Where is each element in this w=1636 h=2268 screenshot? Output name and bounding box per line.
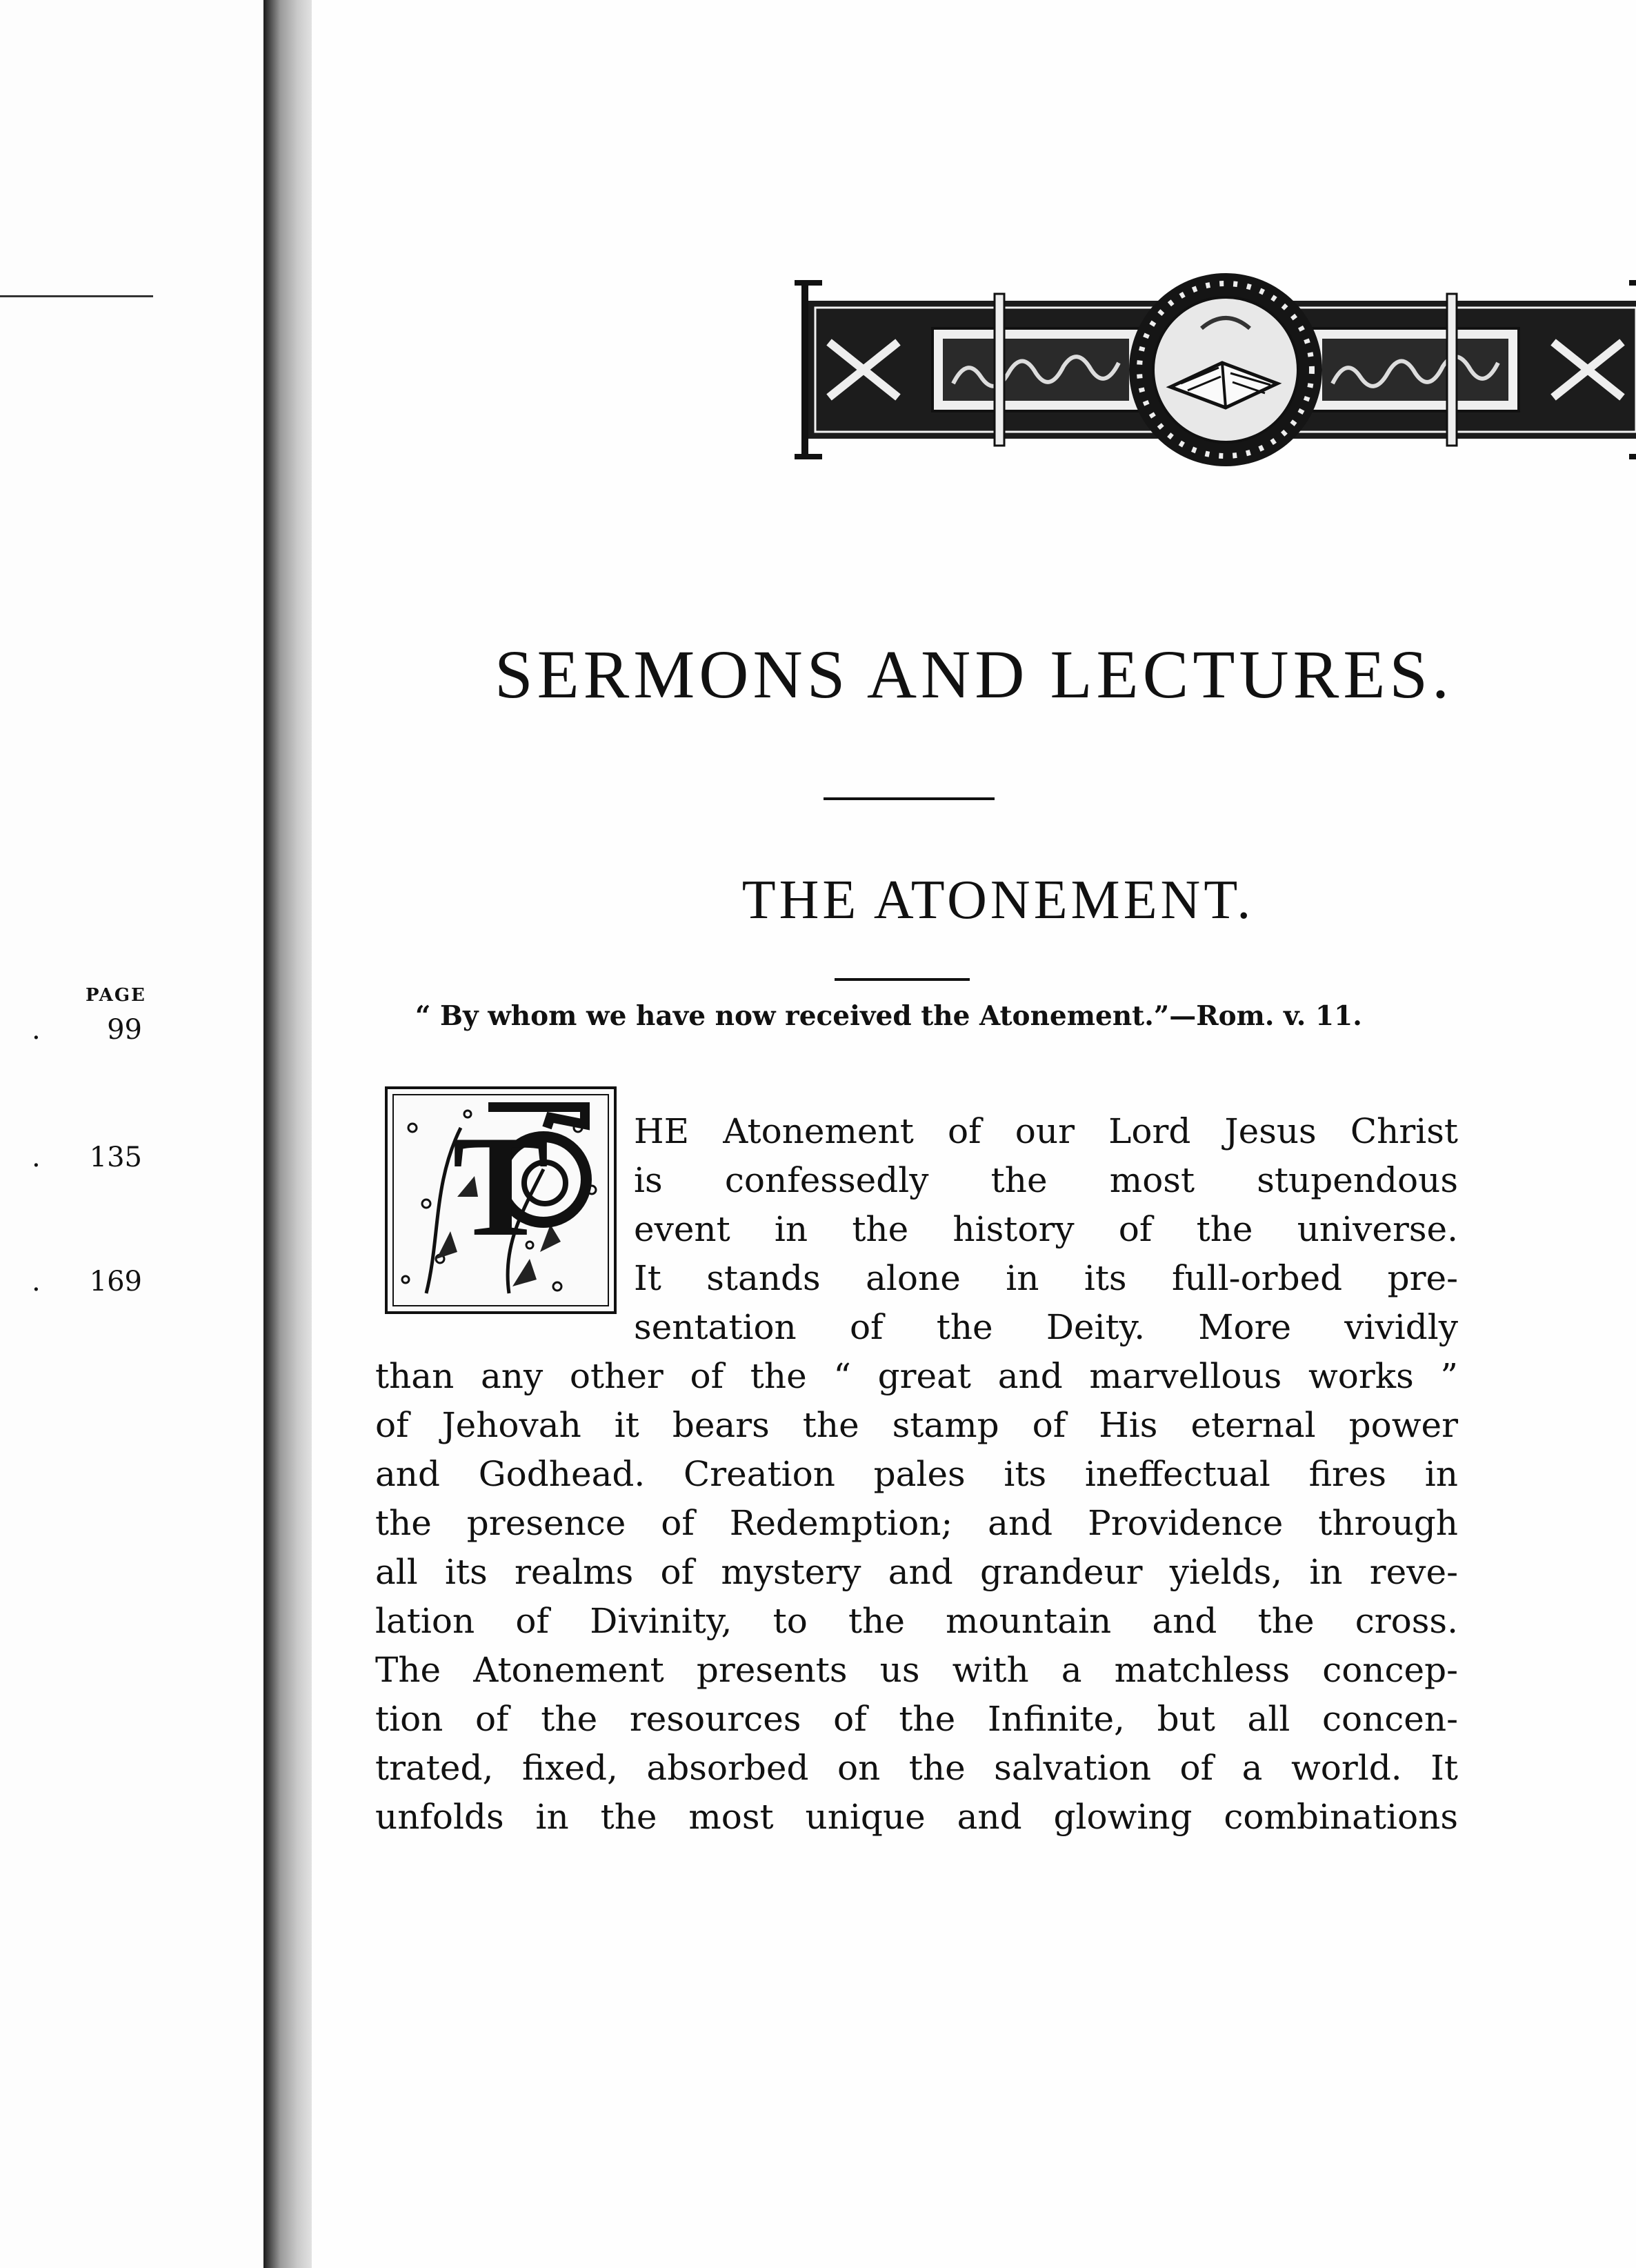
body-line: of Jehovah it bears the stamp of His eternal power	[375, 1405, 1458, 1445]
body-line: event in the history of the universe.	[634, 1209, 1458, 1249]
toc-leader: .	[32, 1266, 41, 1297]
body-line: lation of Divinity, to the mountain and the cross.	[375, 1601, 1458, 1641]
chapter-divider	[835, 978, 970, 981]
right-book-page	[312, 0, 1636, 2268]
epigraph	[415, 1000, 1636, 1032]
body-line: trated, fixed, absorbed on the salvation of a world. It	[375, 1748, 1458, 1788]
left-facing-page	[0, 0, 263, 2268]
body-line: is confessedly the most stupendous	[634, 1160, 1458, 1200]
body-line: and Godhead. Creation pales its ineffectual fires in	[375, 1454, 1458, 1494]
toc-leader: .	[32, 1142, 41, 1173]
body-line: The Atonement presents us with a matchless concep-	[375, 1650, 1458, 1690]
book-gutter-shadow	[263, 0, 312, 2268]
drop-cap-letter: T	[452, 1106, 550, 1266]
toc-page-number: 135	[89, 1142, 142, 1173]
epigraph-reference: Rom. v. 11.	[1196, 1000, 1362, 1032]
body-line: sentation of the Deity. More vividly	[634, 1307, 1458, 1347]
body-line: It stands alone in its full-orbed pre-	[634, 1258, 1458, 1298]
body-line: HE Atonement of our Lord Jesus Christ	[634, 1111, 1458, 1151]
toc-page-number: 169	[89, 1266, 142, 1297]
chapter-title: THE ATONEMENT.	[741, 870, 1255, 931]
toc-page-number: 99	[107, 1014, 142, 1046]
title-divider	[824, 797, 995, 800]
epigraph-quote: “ By whom we have now received the Atonement.”—	[415, 1000, 1197, 1032]
book-title: SERMONS AND LECTURES.	[494, 636, 1454, 713]
body-line: the presence of Redemption; and Providence through	[375, 1503, 1458, 1543]
body-line: than any other of the “ great and marvellous works ”	[375, 1356, 1458, 1396]
headpiece-ornament	[795, 266, 1636, 473]
toc-leader: .	[32, 1014, 41, 1046]
body-text	[375, 1107, 1458, 1842]
body-line: tion of the resources of the Infinite, but all concen-	[375, 1699, 1458, 1739]
toc-page-heading: PAGE	[86, 985, 146, 1006]
left-page-rule	[0, 295, 153, 297]
body-line: unfolds in the most unique and glowing combinations	[375, 1797, 1458, 1837]
body-line: all its realms of mystery and grandeur yields, in reve-	[375, 1552, 1458, 1592]
